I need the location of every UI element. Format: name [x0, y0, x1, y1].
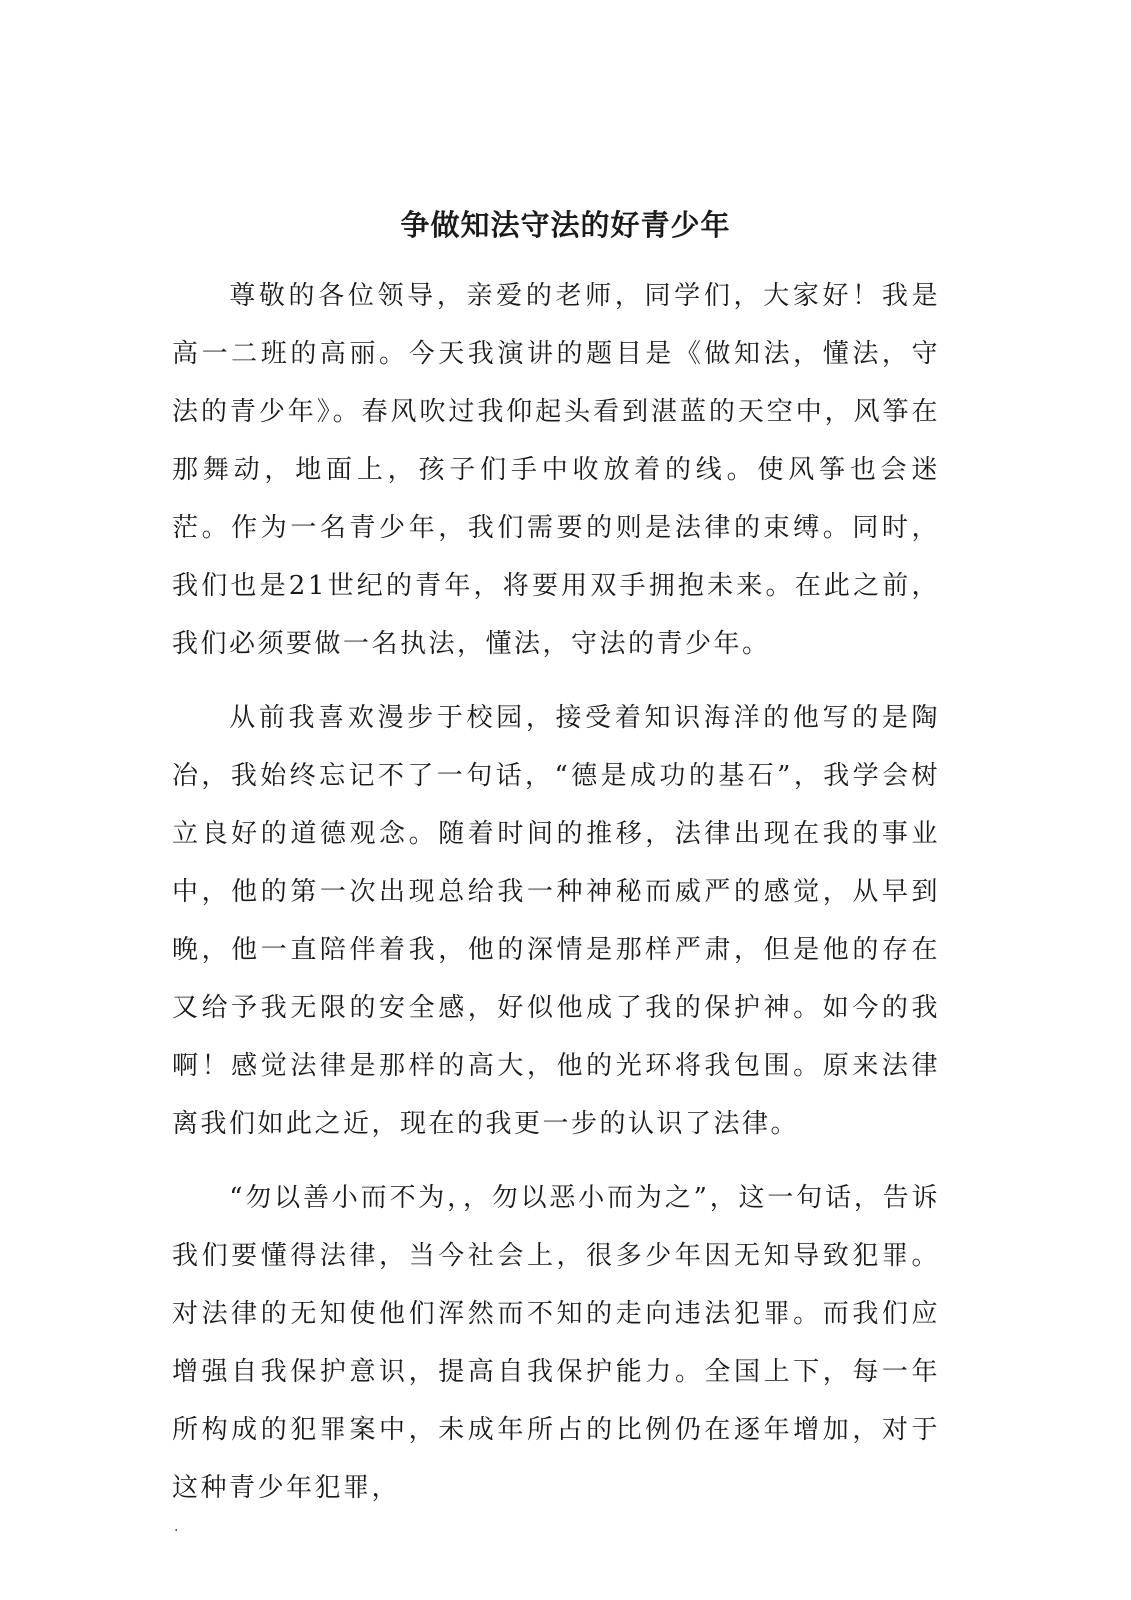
page-title: 争做知法守法的好青少年 [400, 208, 731, 242]
paragraph-3: “勿以善小而不为，，勿以恶小而为之”，这一句话，告诉我们要懂得法律，当今社会上，很多少年因无知导致犯罪。对法律的无知使他们浑然而不知的走向违法犯罪。而我们应增强自我保护意识，提高自我保护能力。全国上下，每一年所构成的犯罪案中，未成年所占的比例仍在逐年增加，对于这种青少年犯罪， [172, 1183, 940, 1503]
paragraph-2: 从前我喜欢漫步于校园，接受着知识海洋的他写的是陶冶，我始终忘记不了一句话，“德是成功的基石”，我学会树立良好的道德观念。随着时间的推移，法律出现在我的事业中，他的第一次出现总给我一种神秘而威严的感觉，从早到晚，他一直陪伴着我，他的深情是那样严肃，但是他的存在又给予我无限的安全感，好似他成了我的保护神。如今的我啊！感觉法律是那样的高大，他的光环将我包围。原来法律离我们如此之近，现在的我更一步的认识了法律。 [172, 703, 940, 1139]
footer-mark: . [174, 1519, 179, 1535]
document-body [172, 267, 940, 1533]
paragraph-1: 尊敬的各位领导，亲爱的老师，同学们，大家好！我是高一二班的高丽。今天我演讲的题目是《做知法，懂法，守法的青少年》。春风吹过我仰起头看到湛蓝的天空中，风筝在那舞动，地面上，孩子们手中收放着的线。使风筝也会迷茫。作为一名青少年，我们需要的则是法律的束缚。同时，我们也是21世纪的青年，将要用双手拥抱未来。在此之前，我们必须要做一名执法，懂法，守法的青少年。 [172, 281, 940, 659]
